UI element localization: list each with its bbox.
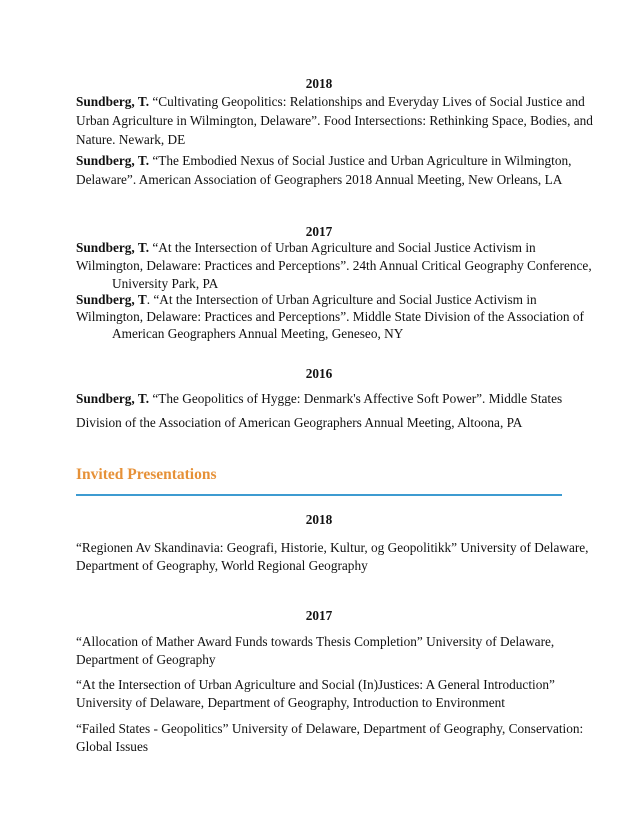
entry-text: Wilmington, Delaware: Practices and Perceptions”. 24th Annual Critical Geography Conference, — [76, 258, 592, 273]
entry-text: “Failed States - Geopolitics” University of Delaware, Department of Geography, Conservation: — [76, 721, 584, 736]
author-name: Sundberg, T. — [76, 153, 150, 168]
year-heading-2017: 2017 — [305, 224, 333, 239]
entry-text: “At the Intersection of Urban Agriculture and Social Justice Activism in — [149, 240, 536, 255]
entry-text: Nature. Newark, DE — [76, 132, 186, 147]
author-name: Sundberg, T. — [76, 94, 150, 109]
entry-text: “Regionen Av Skandinavia: Geografi, Historie, Kultur, og Geopolitikk” University of Delaware, — [76, 540, 589, 555]
entry-text: Department of Geography, World Regional Geography — [76, 558, 368, 573]
author-name: Sundberg, T. — [76, 240, 150, 255]
year-heading-2016: 2016 — [305, 366, 333, 381]
entry-text: “Cultivating Geopolitics: Relationships and Everyday Lives of Social Justice and — [149, 94, 585, 109]
entry-text: Urban Agriculture in Wilmington, Delaware”. Food Intersections: Rethinking Space, Bodies, and — [76, 113, 593, 128]
entry-text: “The Geopolitics of Hygge: Denmark's Affective Soft Power”. Middle States — [149, 391, 563, 406]
author-name: Sundberg, T. — [76, 391, 150, 406]
entry-text: “The Embodied Nexus of Social Justice and Urban Agriculture in Wilmington, — [149, 153, 572, 168]
entry-text: American Geographers Annual Meeting, Geneseo, NY — [112, 326, 404, 341]
entry-text: Global Issues — [76, 739, 149, 754]
entry-text: Department of Geography — [76, 652, 216, 667]
entry-text: Delaware”. American Association of Geographers 2018 Annual Meeting, New Orleans, LA — [76, 172, 563, 187]
entry-text: Division of the Association of American Geographers Annual Meeting, Altoona, PA — [76, 415, 523, 430]
entry-text: University of Delaware, Department of Geography, Introduction to Environment — [76, 695, 505, 710]
year-heading-invited-2018: 2018 — [305, 512, 333, 527]
section-divider — [76, 494, 562, 496]
entry-text: Wilmington, Delaware: Practices and Perceptions”. Middle State Division of the Association of — [76, 309, 584, 324]
year-heading-invited-2017: 2017 — [305, 608, 333, 623]
entry-text: “Allocation of Mather Award Funds towards Thesis Completion” University of Delaware, — [76, 634, 555, 649]
author-name: Sundberg, T — [76, 292, 147, 307]
section-title-invited-presentations: Invited Presentations — [76, 466, 217, 483]
entry-text: University Park, PA — [112, 276, 219, 291]
entry-text: “At the Intersection of Urban Agriculture and Social (In)Justices: A General Introduction” — [76, 677, 555, 692]
entry-text: . “At the Intersection of Urban Agriculture and Social Justice Activism in — [146, 292, 537, 307]
year-heading-2018: 2018 — [305, 76, 333, 91]
